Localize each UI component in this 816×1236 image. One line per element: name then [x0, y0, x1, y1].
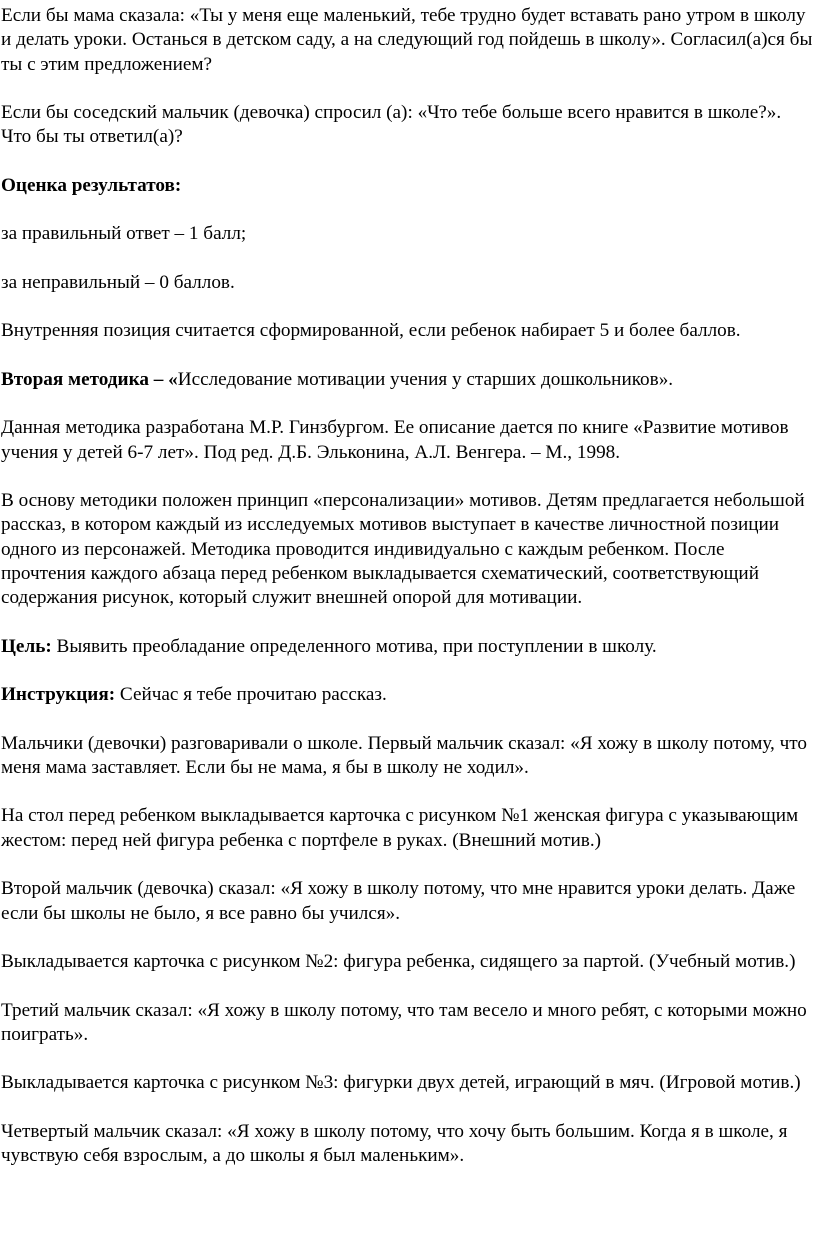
paragraph — [1, 1071, 813, 1095]
paragraph-text: В основу методики положен принцип «персонализации» мотивов. Детям предлагается небольшой рассказ, в котором каждый из исследуемых мотивов выступает в качестве личностной позиции одного из персонажей. Методика проводится индивидуально с каждым ребенком. После прочтения каждого абзаца перед ребенком выкладывается схематический, соответствующий содержания рисунок, который служит внешней опорой для мотивации. — [1, 490, 805, 609]
paragraph — [1, 319, 813, 343]
paragraph — [1, 4, 813, 77]
document-page — [0, 4, 813, 1193]
paragraph-text: Четвертый мальчик сказал: «Я хожу в школу потому, что хочу быть большим. Когда я в школе, я чувствую себя взрослым, а до школы я был маленьким». — [1, 1120, 788, 1167]
paragraph-text: за неправильный – 0 баллов. — [1, 271, 235, 293]
paragraph-text: за правильный ответ – 1 балл; — [1, 223, 247, 245]
paragraph-text: Если бы соседский мальчик (девочка) спросил (а): «Что тебе больше всего нравится в школе?». Что бы ты ответил(а)? — [1, 102, 782, 148]
paragraph-bold-lead: Цель: — [1, 635, 52, 657]
paragraph — [1, 950, 813, 974]
instruction-paragraph — [1, 683, 813, 707]
paragraph-text: Выкладывается карточка с рисунком №3: фигурки двух детей, играющий в мяч. (Игровой мотив.) — [1, 1072, 801, 1094]
paragraph — [1, 1120, 813, 1169]
paragraph-bold-lead: Инструкция: — [1, 684, 116, 706]
paragraph — [1, 416, 813, 465]
paragraph-text: На стол перед ребенком выкладывается карточка с рисунком №1 женская фигура с указывающим жестом: перед ней фигура ребенка с портфеле в руках. (Внешний мотив.) — [1, 805, 799, 851]
paragraph-text: Исследование мотивации учения у старших дошкольников». — [177, 368, 674, 390]
paragraph-text: Сейчас я тебе прочитаю рассказ. — [115, 684, 387, 706]
paragraph-text: Если бы мама сказала: «Ты у меня еще маленький, тебе трудно будет вставать рано утром в школу и делать уроки. Останься в детском саду, а на следующий год пойдешь в школу». Согласил(а)ся бы ты с этим предложением? — [1, 5, 813, 75]
paragraph-text: Данная методика разработана М.Р. Гинзбургом. Ее описание дается по книге «Развитие мотивов учения у детей 6-7 лет». Под ред. Д.Б. Эльконина, А.Л. Венгера. – М., 1998. — [1, 417, 789, 463]
section-heading — [1, 174, 813, 198]
paragraph-text: Мальчики (девочки) разговаривали о школе. Первый мальчик сказал: «Я хожу в школу потому, что меня мама заставляет. Если бы не мама, я бы в школу не ходил». — [1, 732, 808, 778]
paragraph-text: Выявить преобладание определенного мотива, при поступлении в школу. — [51, 635, 657, 657]
paragraph-text: Третий мальчик сказал: «Я хожу в школу потому, что там весело и много ребят, с которыми можно поиграть». — [1, 999, 807, 1045]
paragraph-text: Выкладывается карточка с рисунком №2: фигура ребенка, сидящего за партой. (Учебный мотив.) — [1, 951, 796, 973]
paragraph — [1, 222, 813, 246]
paragraph-text: Второй мальчик (девочка) сказал: «Я хожу в школу потому, что мне нравится уроки делать. Даже если бы школы не было, я все равно бы учился». — [1, 878, 796, 924]
method-heading — [1, 368, 813, 392]
paragraph-text: Внутренняя позиция считается сформированной, если ребенок набирает 5 и более баллов. — [1, 320, 741, 342]
paragraph — [1, 101, 813, 150]
paragraph — [1, 489, 813, 610]
paragraph — [1, 999, 813, 1048]
paragraph — [1, 271, 813, 295]
paragraph — [1, 804, 813, 853]
paragraph — [1, 732, 813, 781]
goal-paragraph — [1, 635, 813, 659]
paragraph — [1, 877, 813, 926]
paragraph-bold-lead: Вторая методика – « — [1, 368, 178, 390]
paragraph-bold-lead: Оценка результатов: — [1, 174, 182, 196]
